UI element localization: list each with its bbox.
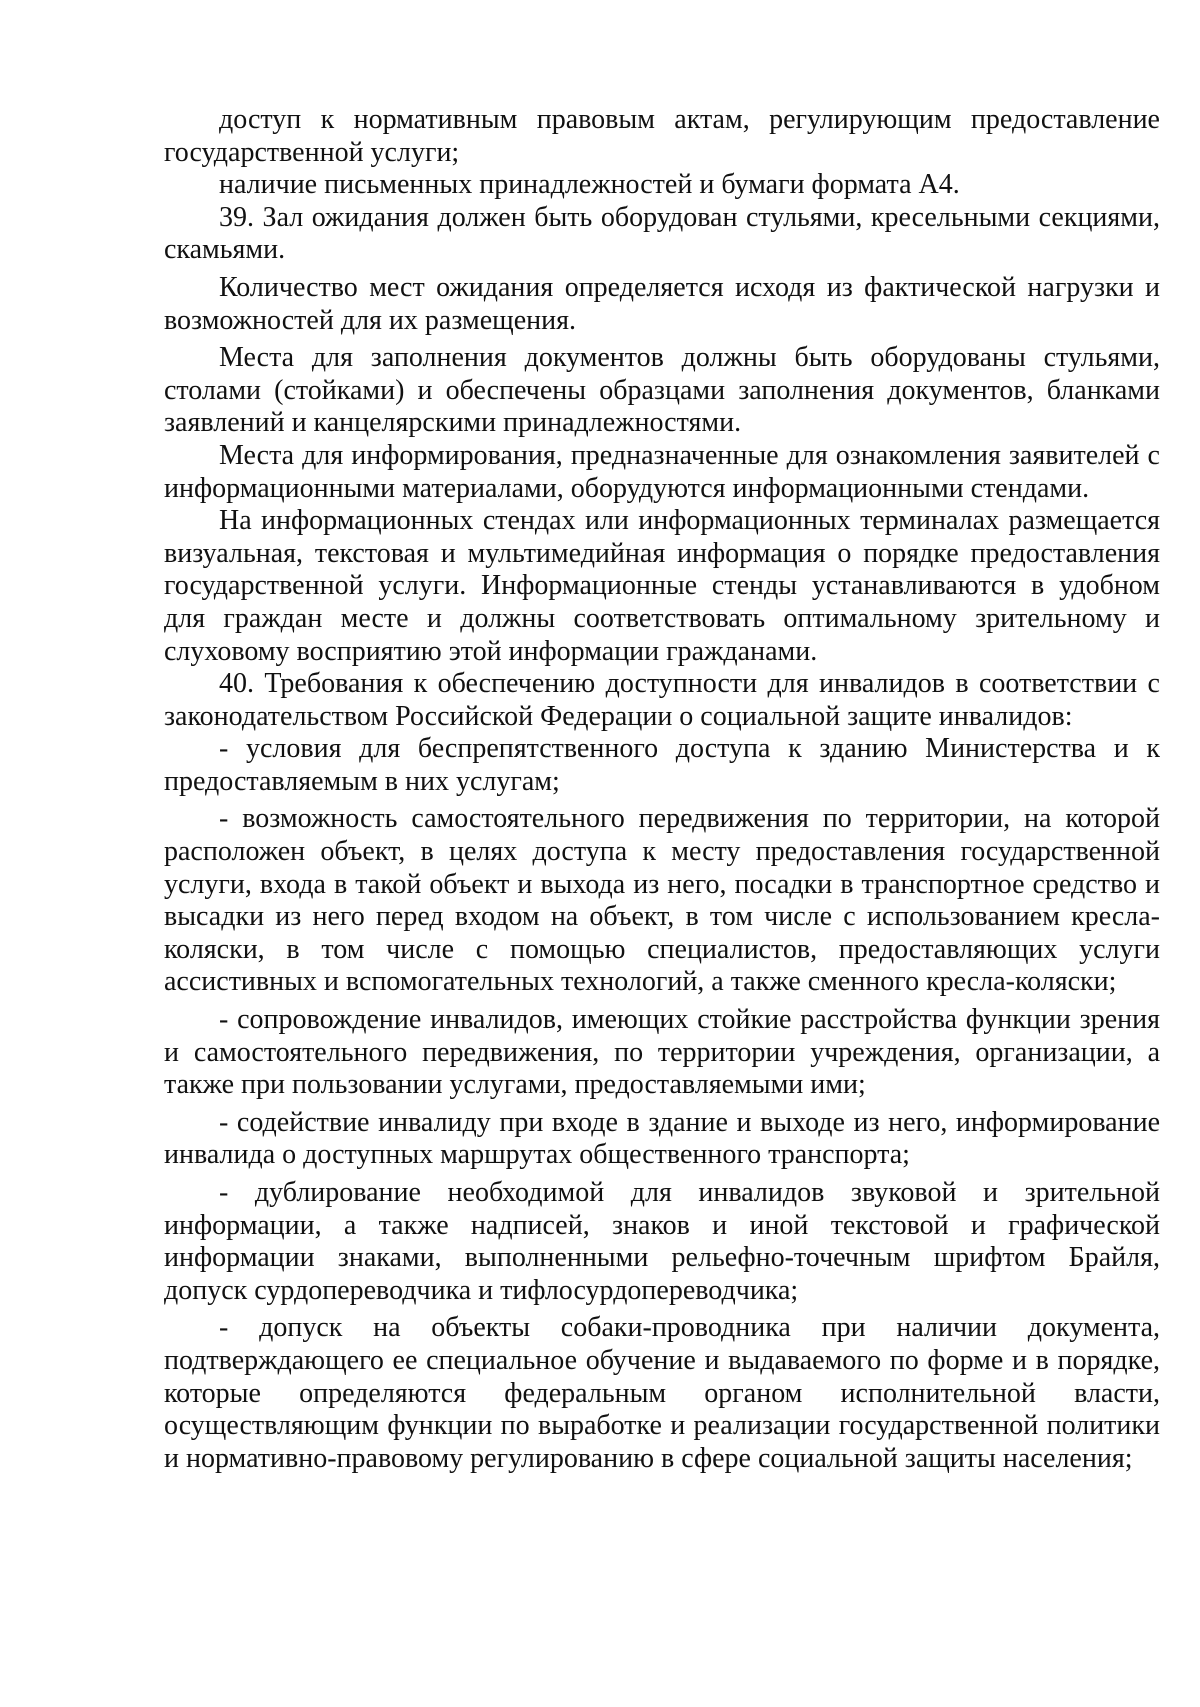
- paragraph-writing-supplies: наличие письменных принадлежностей и бумаги формата А4.: [219, 169, 960, 201]
- paragraph-information-places: Места для информирования, предназначенные для ознакомления заявителей с информационными материалами, оборудуются информационными стендами.: [164, 439, 1160, 504]
- list-item-unobstructed-access: - условия для беспрепятственного доступа к зданию Министерства и к предоставляемым в них услугам;: [164, 733, 1160, 797]
- paragraph-waiting-places-count: Количество мест ожидания определяется исходя из фактической нагрузки и возможностей для их размещения.: [164, 271, 1160, 336]
- paragraph-40-accessibility-requirements: 40. Требования к обеспечению доступности для инвалидов в соответствии с законодательством Российской Федерации о социальной защите инвалидов:: [164, 668, 1160, 732]
- paragraph-document-filling-places: Места для заполнения документов должны быть оборудованы стульями, столами (стойками) и обеспечены образцами заполнения документов, бланками заявлений и канцелярскими принадлежностями.: [164, 342, 1160, 439]
- paragraph-information-stands: На информационных стендах или информационных терминалах размещается визуальная, текстовая и мультимедийная информация о порядке предоставления государственной услуги. Информационные стенды устанавливаются в удобном для граждан месте и должны соответствовать оптимальному зрительному и слуховому восприятию этой информации гражданами.: [164, 505, 1160, 667]
- list-item-duplication-information: - дублирование необходимой для инвалидов звуковой и зрительной информации, а также надписей, знаков и иной текстовой и графической информации знаками, выполненными рельефно-точечным шрифтом Брайля, допуск сурдопереводчика и тифлосурдопереводчика;: [164, 1177, 1160, 1306]
- paragraph-access-normative-acts: доступ к нормативным правовым актам, регулирующим предоставление государственной услуги;: [164, 104, 1160, 168]
- list-item-entry-assistance: - содействие инвалиду при входе в здание и выходе из него, информирование инвалида о доступных маршрутах общественного транспорта;: [164, 1106, 1160, 1171]
- list-item-independent-movement: - возможность самостоятельного передвижения по территории, на которой расположен объект, в целях доступа к месту предоставления государственной услуги, входа в такой объект и выхода из него, посадки в транспортное средство и высадки из него перед входом на объект, в том числе с использованием кресла-коляски, в том числе с помощью специалистов, предоставляющих услуги ассистивных и вспомогательных технологий, а также сменного кресла-коляски;: [164, 803, 1160, 998]
- list-item-guide-dog-access: - допуск на объекты собаки-проводника при наличии документа, подтверждающего ее специальное обучение и выдаваемого по форме и в порядке, которые определяются федеральным органом исполнительной власти, осуществляющим функции по выработке и реализации государственной политики и нормативно-правовому регулированию в сфере социальной защиты населения;: [164, 1312, 1160, 1474]
- list-item-escort-disabled: - сопровождение инвалидов, имеющих стойкие расстройства функции зрения и самостоятельного передвижения, по территории учреждения, организации, а также при пользовании услугами, предоставляемыми ими;: [164, 1004, 1160, 1101]
- document-body: [164, 104, 1160, 1475]
- paragraph-39-waiting-hall: 39. Зал ожидания должен быть оборудован стульями, кресельными секциями, скамьями.: [164, 201, 1160, 266]
